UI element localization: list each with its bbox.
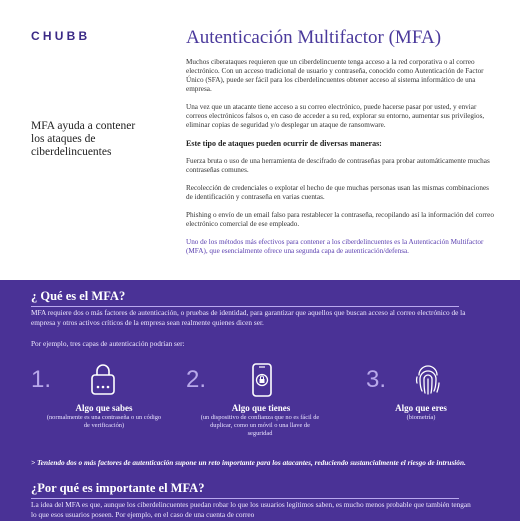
what-is-mfa-heading-text: ¿ Qué es el MFA?: [31, 289, 126, 303]
attack-method-credential-harvesting: Recolección de credenciales o explotar el hecho de que muchas personas usan las mismas combinaciones de identificación y contraseña en varias cuentas.: [186, 184, 489, 201]
what-is-mfa-heading: [31, 289, 459, 307]
heading-underline: [31, 306, 459, 307]
mfa-benefit-note: > Teniendo dos o más factores de autenticación supone un reto importante para los atacantes, reduciendo sustancialmente el riesgo de intrusión.: [31, 458, 466, 467]
why-mfa-paragraph: La idea del MFA es que, aunque los ciberdelincuentes puedan robar lo que los usuarios legítimos saben, es mucho menos probable que también tengan lo que esos usuarios poseen. Por ejemplo, en el caso de una cuenta de correo: [31, 500, 471, 519]
layer-number: 3.: [366, 366, 387, 393]
layer-description: (biometría): [406, 414, 436, 421]
layer-name: Algo que sabes: [75, 403, 133, 413]
padlock-password-icon: [89, 363, 117, 397]
mfa-summary-paragraph: Uno de los métodos más efectivos para contener a los ciberdelincuentes es la Autenticación Multifactor (MFA), que esencialmente ofrece una segunda capa de autenticación/defensa.: [186, 238, 484, 255]
auth-layer-inherence: [366, 366, 516, 446]
smartphone-lock-icon: [248, 363, 276, 397]
what-is-mfa-paragraph: MFA requiere dos o más factores de autenticación, o pruebas de identidad, para garantizar que aquellos que buscan acceso al correo electrónico de la empresa y otros activos críticos de la empresa sean realmente quienes dicen ser.: [31, 308, 466, 327]
attack-methods-heading: Este tipo de ataques pueden ocurrir de diversas maneras:: [186, 139, 382, 148]
heading-underline: [31, 498, 459, 499]
attack-method-phishing: Phishing o envío de un email falso para restablecer la contraseña, recopilando así la información del correo electrónico comercial de ese empleado.: [186, 211, 494, 228]
auth-layer-knowledge: [31, 366, 181, 446]
layer-description: (normalmente es una contraseña o un código de verificación): [46, 414, 162, 429]
sidebar-callout: MFA ayuda a contener los ataques de ciberdelincuentes: [31, 120, 136, 158]
layer-description: (un dispositivo de confianza que no es fácil de duplicar, como un móvil o una llave de seguridad: [200, 414, 320, 437]
why-mfa-heading-text: ¿Por qué es importante el MFA?: [31, 481, 205, 495]
layer-name: Algo que eres: [395, 403, 447, 413]
intro-body: [186, 58, 496, 265]
chubb-logo: CHUBB: [31, 29, 91, 43]
intro-paragraph-1: Muchos ciberataques requieren que un ciberdelincuente tenga acceso a la red corporativa o al correo electrónico. Con un acceso tradicional de usuario y contraseña, conocido como Autenticación de Factor Único (SFA), puede ser fácil para los ciberdelincuentes obtener acceso al sistema informático de una empresa.: [186, 58, 484, 93]
auth-layer-possession: [186, 366, 336, 446]
layer-number: 2.: [186, 366, 207, 393]
fingerprint-icon: [414, 363, 442, 397]
layer-name: Algo que tienes: [231, 403, 291, 413]
attack-method-brute-force: Fuerza bruta o uso de una herramienta de descifrado de contraseñas para probar automáticamente muchas contraseñas comunes.: [186, 157, 490, 174]
why-mfa-heading: [31, 481, 459, 499]
page-title: Autenticación Multifactor (MFA): [186, 27, 442, 48]
intro-paragraph-2: Una vez que un atacante tiene acceso a su correo electrónico, puede hacerse pasar por usted, y enviar correos electrónicos falsos o, en caso de acceder a su red, explorar su entorno, aumentar sus privilegios, eliminar copias de seguridad y/o desplegar un ataque de ransomware.: [186, 103, 485, 129]
layers-intro: Por ejemplo, tres capas de autenticación podrían ser:: [31, 339, 185, 348]
layer-number: 1.: [31, 366, 52, 393]
